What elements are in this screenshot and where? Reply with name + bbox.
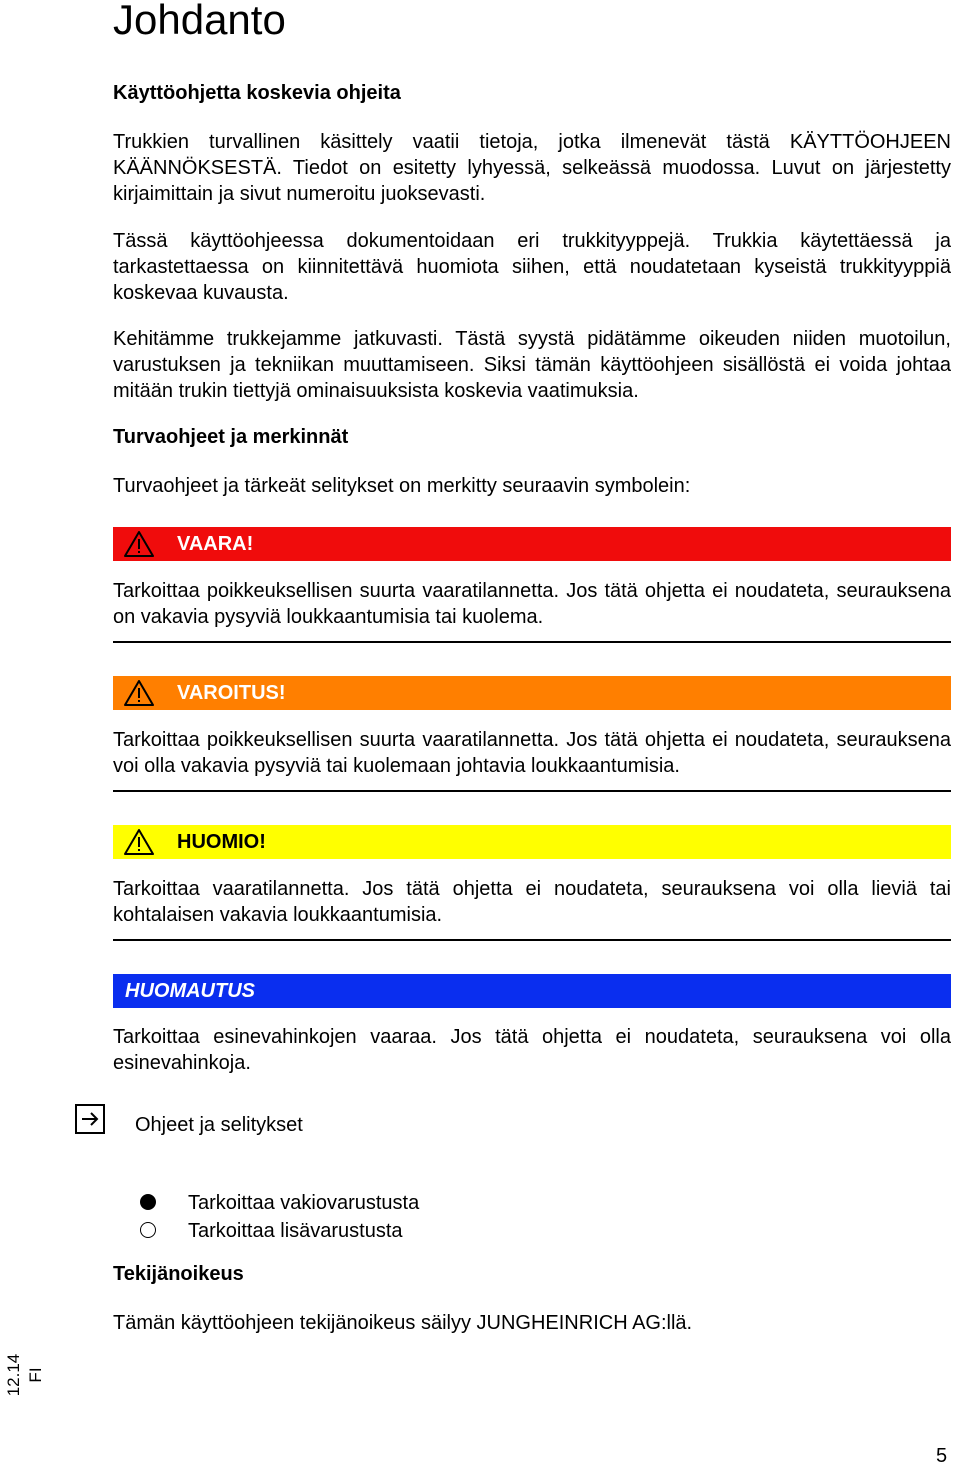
warning-triangle-icon	[123, 530, 155, 558]
hollow-circle-icon	[140, 1222, 156, 1238]
section-heading-manual: Käyttöohjetta koskevia ohjeita	[113, 82, 401, 104]
divider	[113, 939, 951, 941]
section-heading-copyright: Tekijänoikeus	[113, 1263, 244, 1285]
paragraph-truck-types: Tässä käyttöohjeessa dokumentoidaan eri trukkityyppejä. Trukkia käytettäessä ja tarkastettaessa on kiinnitettävä huomiota siihen, että noudatetaan kyseistä trukkityyppiä koskevaa kuvausta.	[113, 230, 951, 304]
warning-triangle-icon	[123, 828, 155, 856]
caution-label: HUOMIO!	[177, 831, 266, 853]
paragraph-development: Kehitämme trukkejamme jatkuvasti. Tästä syystä pidätämme oikeuden niiden muotoilun, varustuksen ja tekniikan muuttamiseen. Siksi tämän käyttöohjeen sisällöstä ei voida johtaa mitään trukin tiettyjä ominaisuuksista koskevia vaatimuksia.	[113, 328, 951, 402]
warning-label: VAROITUS!	[177, 682, 286, 704]
danger-label: VAARA!	[177, 533, 254, 555]
page-title: Johdanto	[113, 0, 286, 43]
divider	[113, 641, 951, 643]
legend-standard: Tarkoittaa vakiovarustusta	[188, 1192, 420, 1214]
page-number: 5	[936, 1445, 948, 1467]
danger-description: Tarkoittaa poikkeuksellisen suurta vaaratilannetta. Jos tätä ohjetta ei noudateta, seurauksena on vakavia pysyviä loukkaantumisia tai kuolema.	[113, 580, 951, 628]
edition-label: 12.14 FI	[4, 1353, 45, 1397]
instructions-label: Ohjeet ja selitykset	[135, 1114, 303, 1136]
notice-banner	[113, 974, 951, 1008]
caution-banner	[113, 825, 951, 859]
caution-description: Tarkoittaa vaaratilannetta. Jos tätä ohjetta ei noudateta, seurauksena voi olla lieviä tai kohtalaisen vakavia loukkaantumisia.	[113, 878, 951, 926]
notice-description: Tarkoittaa esinevahinkojen vaaraa. Jos tätä ohjetta ei noudateta, seurauksena voi olla esinevahinkoja.	[113, 1026, 951, 1074]
warning-banner	[113, 676, 951, 710]
warning-description: Tarkoittaa poikkeuksellisen suurta vaaratilannetta. Jos tätä ohjetta ei noudateta, seurauksena voi olla vakavia pysyviä tai kuolemaan johtavia loukkaantumisia.	[113, 729, 951, 777]
warning-triangle-icon	[123, 679, 155, 707]
legend-optional: Tarkoittaa lisävarustusta	[188, 1220, 403, 1242]
filled-circle-icon	[140, 1194, 156, 1210]
section-heading-safety: Turvaohjeet ja merkinnät	[113, 426, 349, 448]
copyright-text: Tämän käyttöohjeen tekijänoikeus säilyy JUNGHEINRICH AG:llä.	[113, 1312, 693, 1334]
divider	[113, 790, 951, 792]
danger-banner	[113, 527, 951, 561]
notice-label: HUOMAUTUS	[125, 980, 255, 1002]
paragraph-symbols-intro: Turvaohjeet ja tärkeät selitykset on merkitty seuraavin symbolein:	[113, 475, 691, 497]
paragraph-intro: Trukkien turvallinen käsittely vaatii tietoja, jotka ilmenevät tästä KÄYTTÖOHJEEN KÄÄNNÖKSESTÄ. Tiedot on esitetty lyhyessä, selkeässä muodossa. Luvut on järjestetty kirjaimittain ja sivut numeroitu juoksevasti.	[113, 131, 951, 205]
instruction-arrow-icon	[75, 1104, 105, 1134]
